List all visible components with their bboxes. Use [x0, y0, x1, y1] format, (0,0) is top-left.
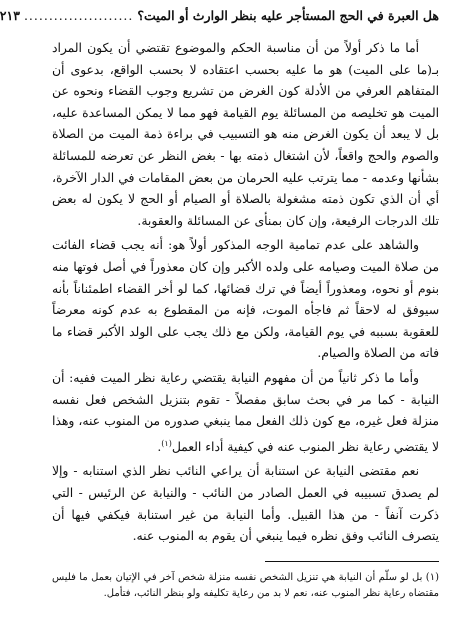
footnote-divider: [265, 561, 439, 562]
footnote-area: [52, 570, 439, 602]
paragraph-4: نعم مقتضى النيابة عن استنابة أن يراعي النائب نظر الذي استنابه - وإلا لم يصدق تسبيبه في العمل الصادر من النائب - والنيابة عن الرئيس - التي ذكرت آنفاً - من هذا القبيل. وأما النيابة من غير استنابة فيكفي فيها أن يتصرف النائب وفق نظره فيما ينبغي أن يقوم به المنوب عنه.: [52, 464, 439, 544]
paragraph-1: أما ما ذكر أولاً من أن مناسبة الحكم والموضوع تقتضي أن يكون المراد بـ(ما على الميت) هو ما عليه بحسب اعتقاده لا بحسب الواقع، بدعوى أن المتفاهم العرفي من الأدلة كون الغرض من تشريع وجوب القضاء ونحوه عن الميت هو تخليصه من المسائلة يوم القيامة فهو مما لا يمكن المساعدة عليه، بل لا يبعد أن يكون الغرض منه هو التسبيب في براءة ذمة الميت من الصلاة والصوم والحج واقعاً، لأن اشتغال ذمته بها - بغض النظر عن تعرضه للمسائلة بشأنها وعدمه - مما يترتب عليه الحرمان من بعض المقامات في الدار الآخرة، أي أن الذي تكون ذمته مشغولة بالصلاة أو الصيام أو الحج لا يكون له بعض تلك الدرجات الرفيعة، وإن كان بمنأى عن المسائلة والعقوبة.: [52, 41, 439, 228]
running-title: هل العبرة في الحج المستأجر عليه بنظر الوارث أو الميت؟: [137, 8, 439, 23]
footnote-marker: (١): [161, 438, 172, 448]
paragraph-2: والشاهد على عدم تمامية الوجه المذكور أولاً هو: أنه يجب قضاء الفائت من صلاة الميت وصيامه على ولده الأكبر وإن كان معذوراً في أصل فوتها منه بنوم أو نحوه، ومعذوراً أيضاً في ترك قضائها، كما لو أخر القضاء اطمئناناً بأنه سيوفق له لاحقاً ثم فاجأه الموت، فإنه من المقطوع به عدم كونه معرضاً للعقوبة بسببه في يوم القيامة، ولكن مع ذلك يجب على الولد الأكبر قضاء ما فاته من الصلاة والصيام.: [52, 238, 439, 361]
header-leader-dots: ......................: [23, 8, 134, 23]
paragraph-3: وأما ما ذكر ثانياً من أن مفهوم النيابة يقتضي رعاية نظر الميت ففيه: أن النيابة - كما مر في بحث سابق مفصلاً - تقوم بتنزيل الشخص فعل نفسه منزلة فعل غيره، مع كون ذلك الفعل مما ينبغي صدوره من المنوب عنه، وهذا لا يقتضي رعاية نظر المنوب عنه في كيفية أداء العمل$^{(١)}$.: [52, 370, 439, 454]
page-number: ٢١٣: [0, 8, 20, 23]
main-text: [52, 38, 439, 548]
paragraph-3-text: وأما ما ذكر ثانياً من أن مفهوم النيابة يقتضي رعاية نظر الميت ففيه: أن النيابة - كما مر في بحث سابق مفصلاً - تقوم بتنزيل الشخص فعل نفسه منزلة فعل غيره، مع كون ذلك الفعل مما ينبغي صدوره من المنوب عنه، وهذا لا يقتضي رعاية نظر المنوب عنه في كيفية أداء العمل: [52, 370, 439, 454]
running-header: [0, 8, 439, 23]
footnote-text: (١) بل لو سلّم أن النيابة هي تنزيل الشخص نفسه منزلة شخص آخر في الإتيان بعمل ما فليس مقتضاه رعاية نظر المنوب عنه، نعم لا بد من رعاية تكليفه ولو بنظر النائب، فتأمل.: [52, 572, 439, 599]
